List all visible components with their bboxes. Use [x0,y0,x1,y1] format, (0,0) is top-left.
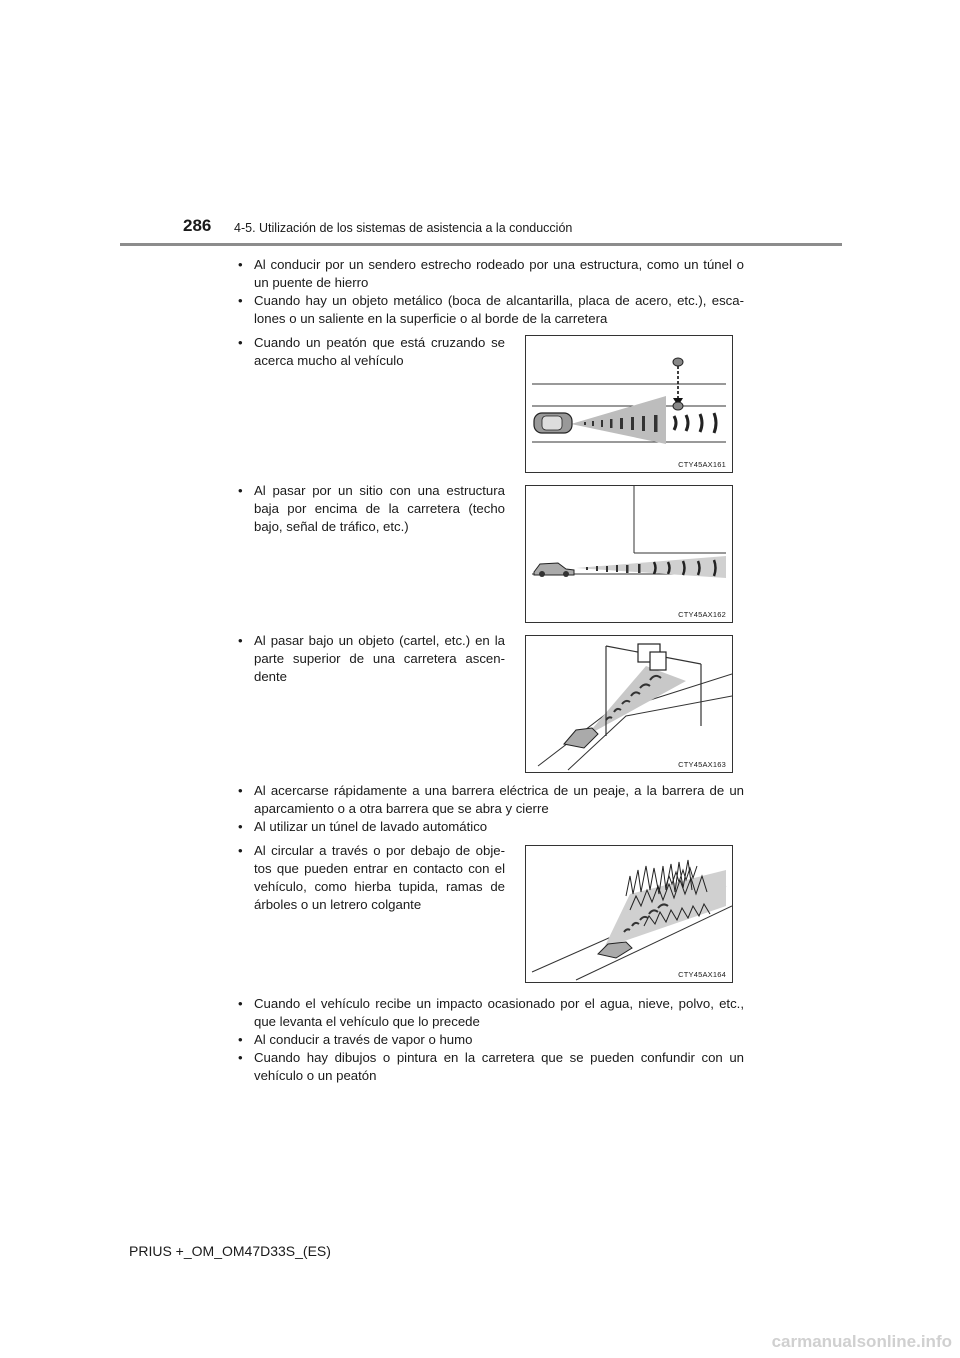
page-number: 286 [183,216,212,235]
bullet-symbol: • [238,335,243,350]
illustration-uphill-sign [525,635,733,773]
list-item: • Al conducir a través de vapor o humo [238,1032,473,1047]
bullet-symbol: • [238,996,243,1011]
list-item: • Al pasar por un sitio con una estructura baja por encima de la carretera (techo bajo, señal de tráfico, etc.) [238,483,505,534]
illustration-vegetation [525,845,733,983]
bullet-symbol: • [238,1032,243,1047]
section-title: 4-5. Utilización de los sistemas de asistencia a la conducción [234,221,573,235]
header-rule [120,243,842,246]
list-item: • Cuando hay dibujos o pintura en la carretera que se pueden confundir con un vehículo o un peatón [238,1050,744,1083]
list-item: • Al pasar bajo un objeto (cartel, etc.) en la parte superior de una carretera ascen-dente [238,633,505,684]
bullet-symbol: • [238,783,243,798]
illustration-low-structure [525,485,733,623]
bullet-symbol: • [238,819,243,834]
watermark: carmanualsonline.info [771,1332,952,1351]
bullet-symbol: • [238,843,243,858]
figure-code: CTY45AX163 [678,760,726,769]
bullet-symbol: • [238,257,243,272]
bullet-symbol: • [238,483,243,498]
list-item: • Al utilizar un túnel de lavado automático [238,819,488,834]
list-item: • Cuando el vehículo recibe un impacto ocasionado por el agua, nieve, polvo, etc., que levanta el vehículo que lo precede [238,996,744,1029]
list-item: • Cuando hay un objeto metálico (boca de alcantarilla, placa de acero, etc.), esca-lones o un saliente en la superficie o al borde de la carretera [238,293,744,326]
illustration-pedestrian [525,335,733,473]
list-item: • Al conducir por un sendero estrecho rodeado por una estructura, como un túnel o un puente de hierro [238,257,744,290]
figure-code: CTY45AX161 [678,460,726,469]
document-code-footer: PRIUS +_OM_OM47D33S_(ES) [129,1243,331,1259]
figure-code: CTY45AX162 [678,610,726,619]
bullet-symbol: • [238,1050,243,1065]
list-item: • Al circular a través o por debajo de obje-tos que pueden entrar en contacto con el vehículo, como hierba tupida, ramas de árboles o un letrero colgante [238,843,505,912]
list-item: • Al acercarse rápidamente a una barrera eléctrica de un peaje, a la barrera de un aparcamiento o a otra barrera que se abra y cierre [238,783,744,816]
bullet-symbol: • [238,293,243,308]
bullet-symbol: • [238,633,243,648]
list-item: • Cuando un peatón que está cruzando se acerca mucho al vehículo [238,335,505,368]
figure-code: CTY45AX164 [678,970,726,979]
